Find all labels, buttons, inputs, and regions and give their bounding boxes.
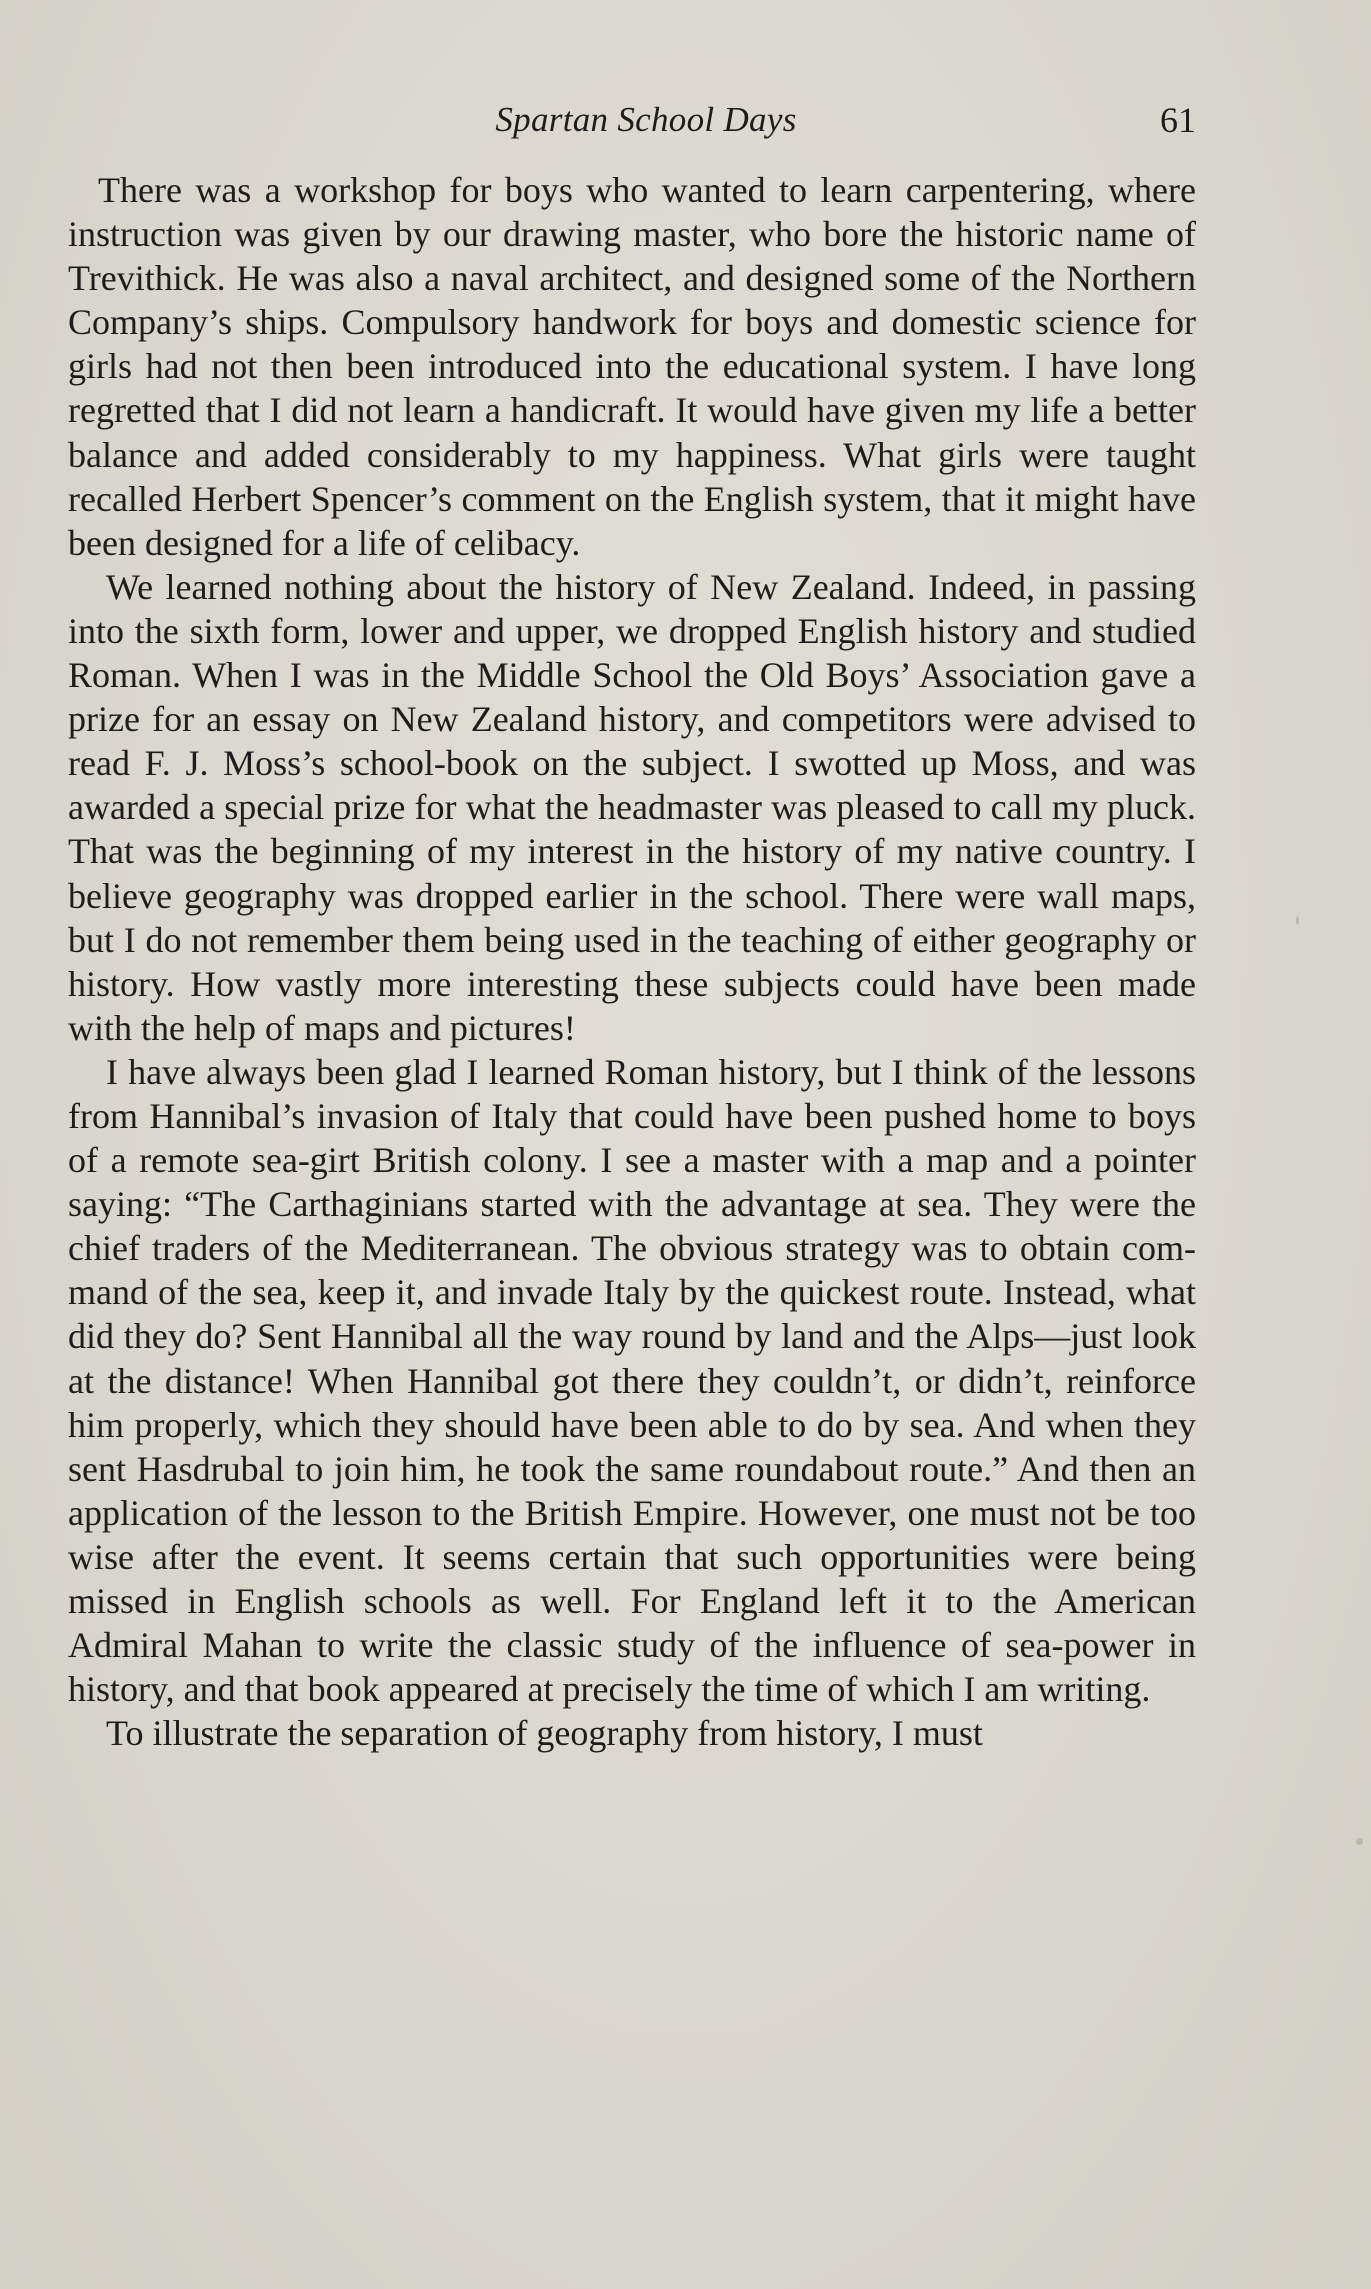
paragraph-roman-history: I have always been glad I learned Roman history, but I think of the lessons from Hannibal’s invasion of Italy that could have been pushed home to boys of a remote sea-girt British colony. I see a master with a map and a pointer saying: “The Carthaginians started with the advantage at sea. They were the chief traders of the Mediterranean. The obvious strategy was to obtain command of the sea, keep it, and invade Italy by the quickest route. Instead, what did they do? Sent Hannibal all the way round by land and the Alps—just look at the distance! When Hannibal got there they couldn’t, or didn’t, reinforce him properly, which they should have been able to do by sea. And when they sent Hasdrubal to join him, he took the same roundabout route.” And then an application of the lesson to the British Empire. However, one must not be too wise after the event. It seems certain that such opportunities were being missed in English schools as well. For England left it to the American Admiral Mahan to write the classic study of the influence of sea-power in history, and that book appeared at precisely the time of which I am writing. — [68, 1051, 1196, 1710]
page-number: 61 — [1160, 100, 1196, 140]
running-head — [96, 92, 1196, 148]
running-title: Spartan School Days — [495, 100, 797, 139]
paragraph-workshop: There was a workshop for boys who wanted to learn carpentering, where instruction was given by our drawing master, who bore the historic name of Trevithick. He was also a naval architect, and designed some of the Northern Company’s ships. Compulsory handwork for boys and domestic science for girls had not then been introduced into the educational system. I have long regretted that I did not learn a handicraft. It would have given my life a better balance and added considerably to my happiness. What girls were taught recalled Herbert Spencer’s comment on the English system, that it might have been designed for a life of celibacy. — [68, 170, 1196, 563]
paragraph-geography: To illustrate the separation of geography from history, I must — [106, 1713, 983, 1754]
paper-speck — [1356, 1838, 1363, 1845]
paragraph-new-zealand-history: We learned nothing about the history of New Zealand. Indeed, in passing into the sixth form, lower and upper, we dropped English history and studied Roman. When I was in the Middle School the Old Boys’ Association gave a prize for an essay on New Zealand history, and competitors were advised to read F. J. Moss’s school-book on the subject. I swotted up Moss, and was awarded a special prize for what the headmaster was pleased to call my pluck. That was the beginning of my interest in the history of my native country. I believe geography was dropped earlier in the school. There were wall maps, but I do not remember them being used in the teaching of either geography or history. How vastly more interesting these subjects could have been made with the help of maps and pictures! — [68, 566, 1196, 1048]
paper-speck — [1296, 916, 1299, 925]
body-text — [68, 168, 1196, 1755]
